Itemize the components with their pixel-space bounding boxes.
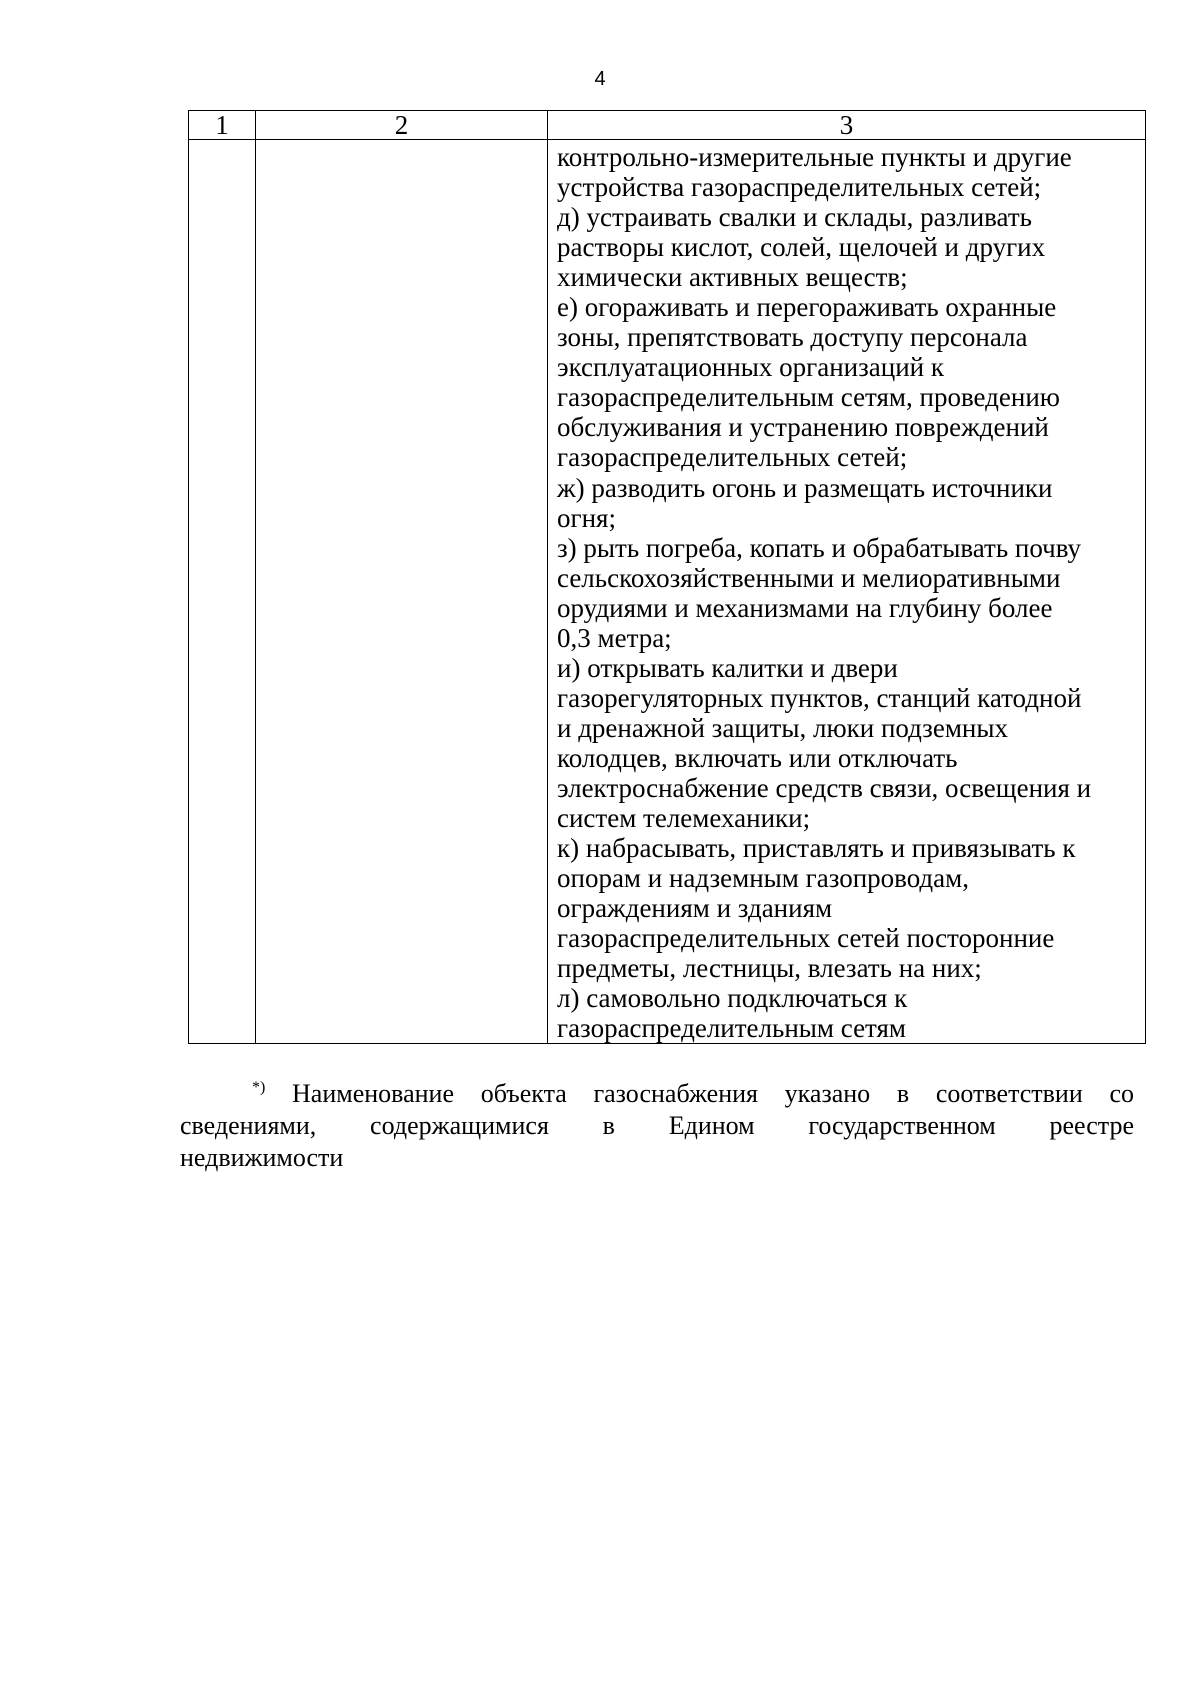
table-header-row bbox=[189, 111, 1146, 140]
footnote-line-2: сведениями, содержащимися в Едином государственном реестре bbox=[180, 1111, 1134, 1140]
column-header-2: 2 bbox=[256, 111, 548, 140]
column-header-3: 3 bbox=[548, 111, 1146, 140]
footnote-line-1 bbox=[180, 1078, 1134, 1110]
column-header-1: 1 bbox=[189, 111, 256, 140]
footnote-line-3: недвижимости bbox=[180, 1143, 344, 1172]
document-table bbox=[188, 110, 1146, 1044]
footnote-marker: *) bbox=[252, 1079, 266, 1096]
table-cell-col2 bbox=[256, 140, 548, 1044]
footnote bbox=[180, 1078, 1134, 1174]
footnote-line-1-text: Наименование объекта газоснабжения указано в соответствии со bbox=[292, 1079, 1134, 1108]
prohibitions-list-text: контрольно-измерительные пункты и другие устройства газораспределительных сетей; д) устраивать свалки и склады, разливать растворы кислот, солей, щелочей и других химически активных веществ; е) огораживать и перегораживать охранные зоны, препятствовать доступу персонала эксплуатационных организаций к газораспределительным сетям, проведению обслуживания и устранению повреждений газораспределительных сетей; ж) разводить огонь и размещать источники огня; з) рыть погреба, копать и обрабатывать почву сельскохозяйственными и мелиоративными орудиями и механизмами на глубину более 0,3 метра; и) открывать калитки и двери газорегуляторных пунктов, станций катодной и дренажной защиты, люки подземных колодцев, включать или отключать электроснабжение средств связи, освещения и систем телемеханики; к) набрасывать, приставлять и привязывать к опорам и надземным газопроводам, ограждениям и зданиям газораспределительных сетей посторонние предметы, лестницы, влезать на них; л) самовольно подключаться к газораспределительным сетям bbox=[557, 142, 1092, 1044]
table-row bbox=[189, 140, 1146, 1044]
table-cell-col1 bbox=[189, 140, 256, 1044]
table-cell-col3 bbox=[548, 140, 1146, 1044]
page-number: 4 bbox=[594, 68, 606, 90]
